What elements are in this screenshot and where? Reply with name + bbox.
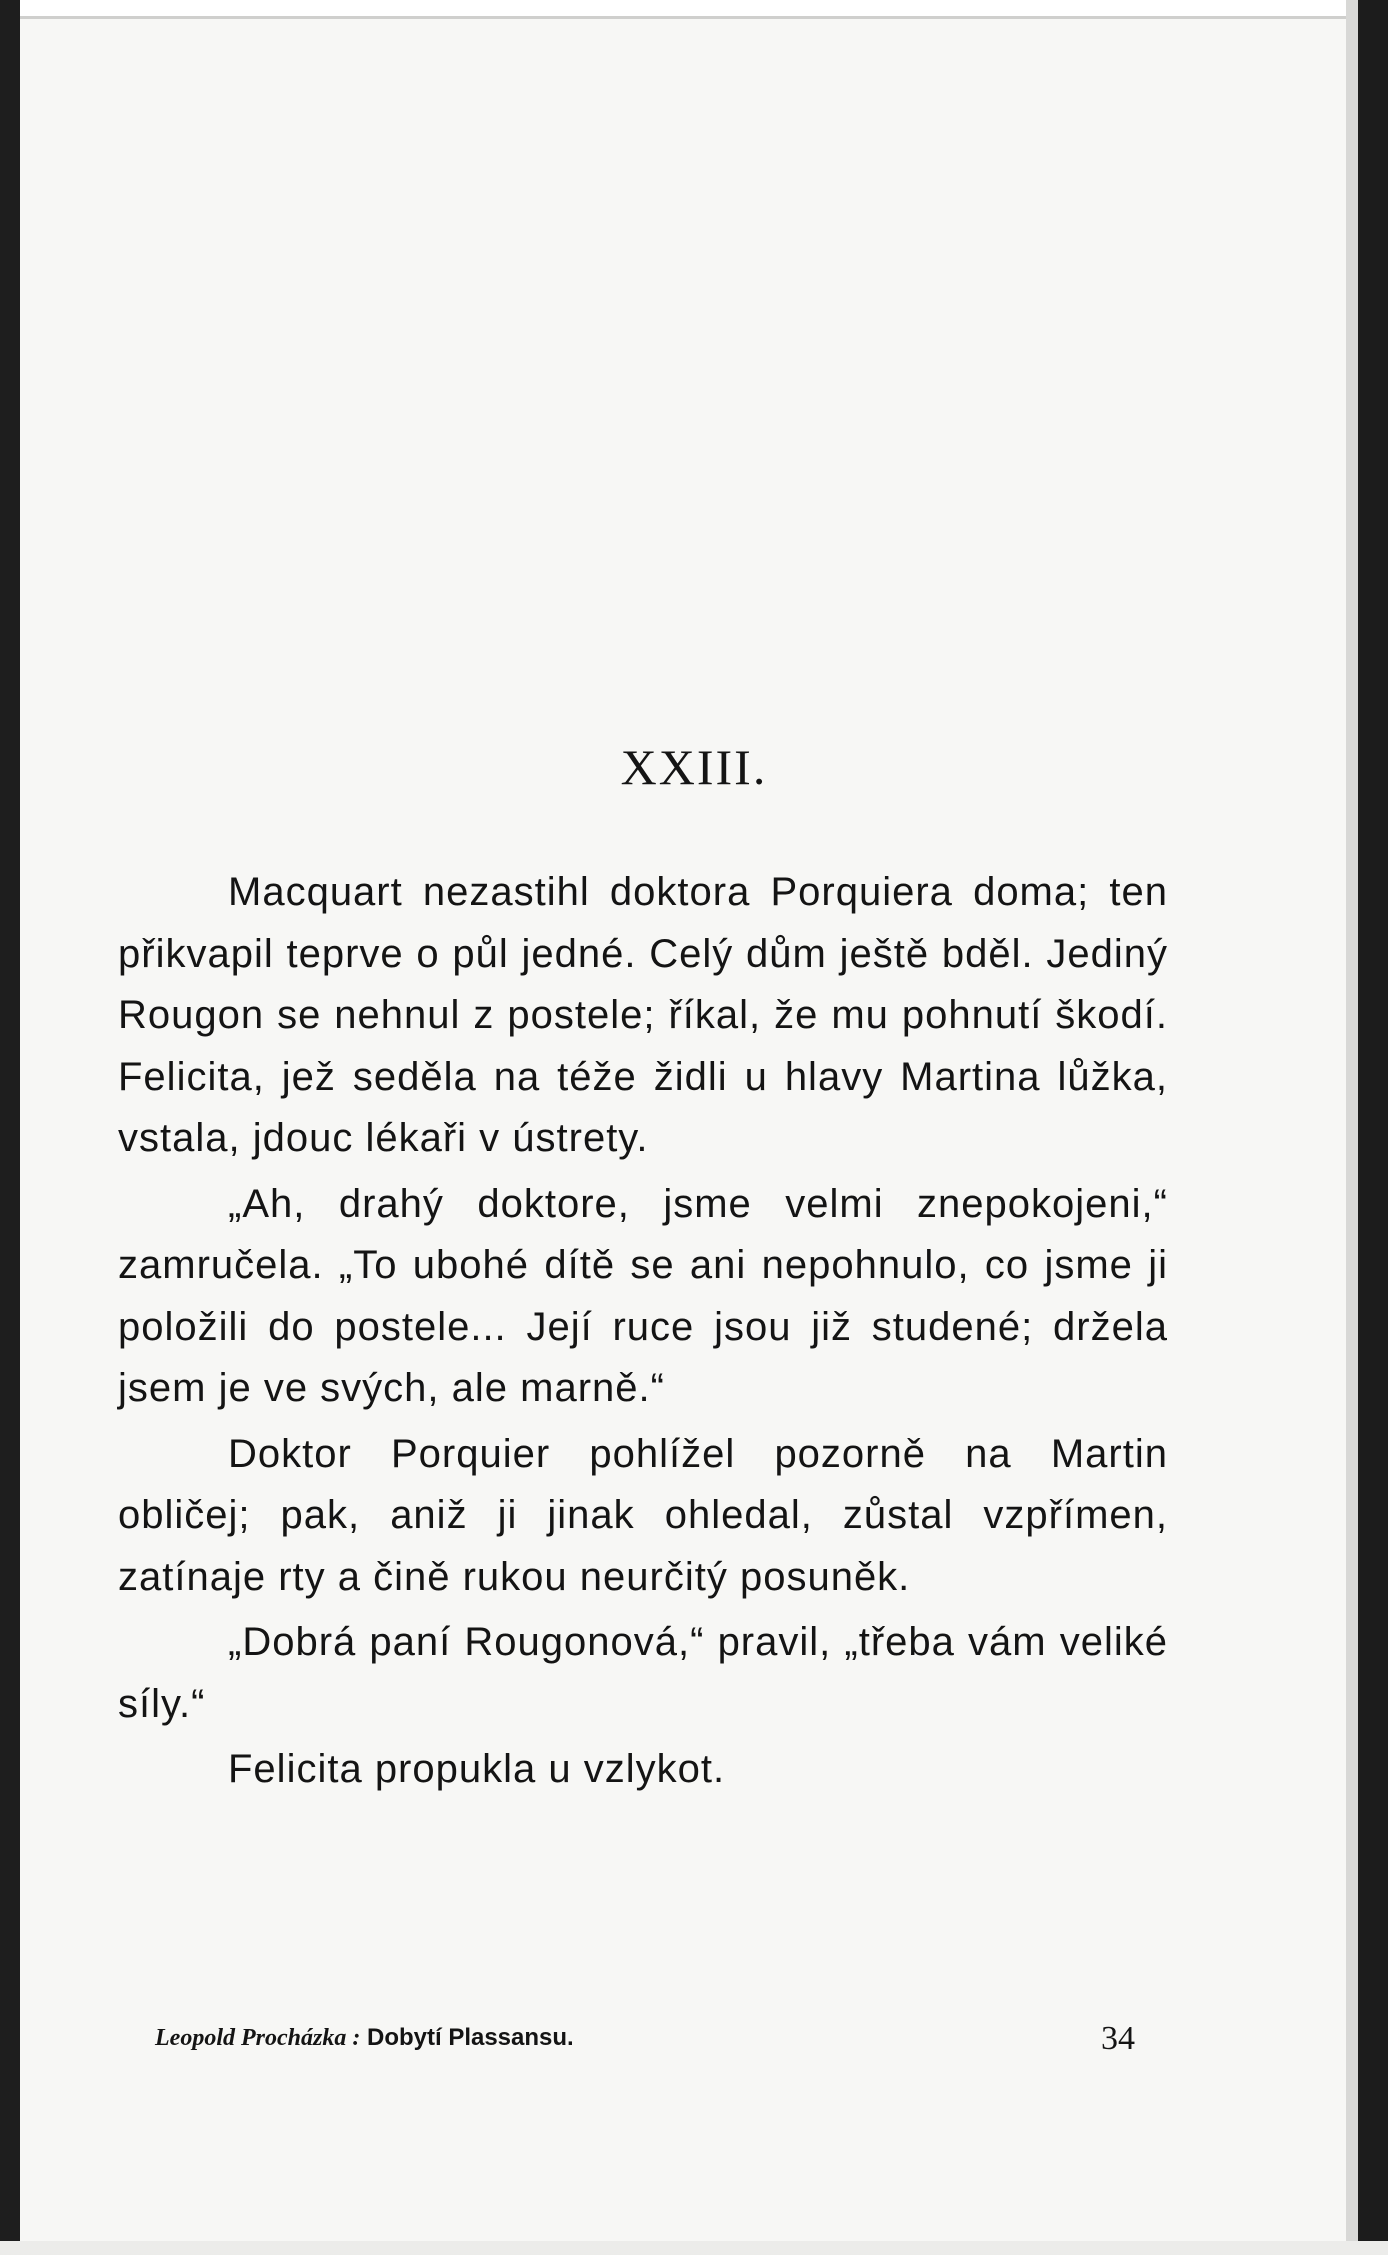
page-footer — [155, 2020, 1135, 2060]
author-name: Leopold Procházka : — [155, 2025, 361, 2051]
paragraph: „Dobrá paní Rougonová,“ pravil, „třeba vám veliké síly.“ — [118, 1620, 1168, 1726]
scan-border-top-line — [0, 16, 1350, 19]
chapter-heading: XXIII. — [620, 739, 768, 795]
paragraph: „Ah, drahý doktore, jsme velmi znepokojeni,“ zamručela. „To ubohé dítě se ani nepohnulo, co jsme ji položili do postele... Její ruce jsou již studené; držela jsem je ve svých, ale marně.“ — [118, 1181, 1168, 1410]
scan-border-right-edge — [1346, 0, 1358, 2255]
scan-border-right — [1358, 0, 1388, 2255]
book-title: Dobytí Plassansu. — [366, 2024, 574, 2051]
scan-border-left — [0, 0, 20, 2255]
signature-mark: 34 — [1101, 2020, 1135, 2057]
paragraph: Felicita propukla u vzlykot. — [228, 1747, 726, 1791]
paragraph: Doktor Porquier pohlížel pozorně na Martin obličej; pak, aniž ji jinak ohledal, zůstal vzpřímen, zatínaje rty a čině rukou neurčitý posuněk. — [118, 1431, 1168, 1599]
scan-border-bottom — [0, 2241, 1388, 2255]
paragraph: Macquart nezastihl doktora Porquiera doma; ten přikvapil teprve o půl jedné. Celý dům ještě bděl. Jediný Rougon se nehnul z postele; říkal, že mu pohnutí škodí. Felicita, jež seděla na téže židli u hlavy Martina lůžka, vstala, jdouc lékaři v ústrety. — [118, 870, 1168, 1160]
book-credit — [155, 2024, 574, 2052]
body-text — [118, 862, 1168, 1805]
